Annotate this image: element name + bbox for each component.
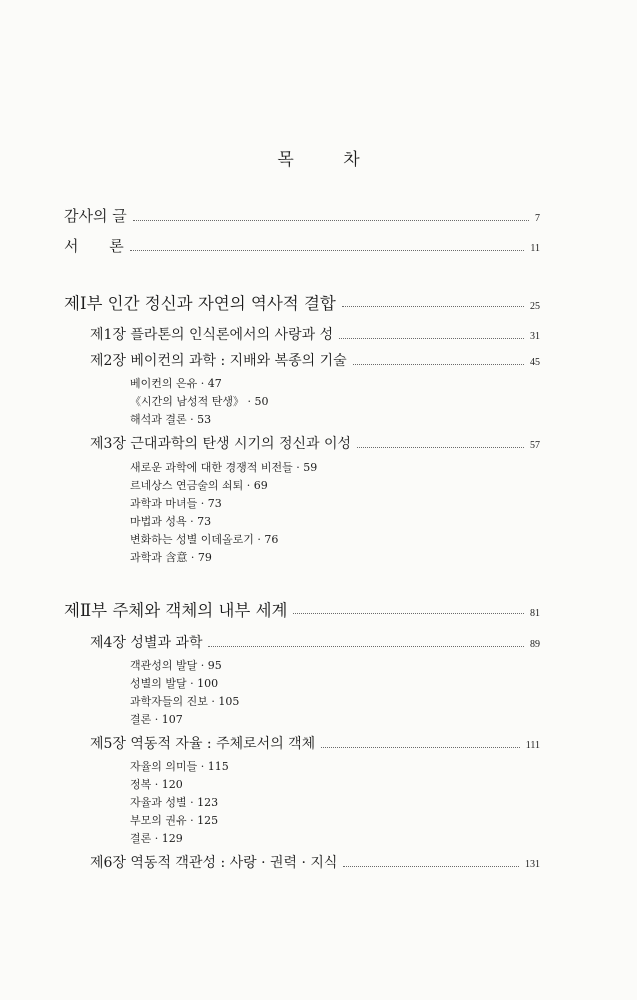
toc-chapter-5[interactable] (90, 733, 540, 753)
title-char-1: 목 (277, 150, 294, 170)
leader-dots (343, 865, 519, 867)
title-char-2: 차 (343, 150, 360, 170)
leader-dots (321, 746, 520, 748)
toc-page-number: 57 (530, 440, 540, 451)
toc-page-number: 131 (525, 859, 540, 870)
toc-part-1[interactable] (64, 290, 540, 314)
toc-entry-label: 감사의 글 (64, 207, 127, 225)
toc-section[interactable]: 자율의 의미들 · 115 (130, 760, 229, 773)
leader-dots (133, 219, 529, 221)
toc-section[interactable]: 정복 · 120 (130, 778, 183, 791)
leader-dots (130, 249, 525, 251)
toc-part-label: 제Ⅰ부 인간 정신과 자연의 역사적 결합 (64, 294, 336, 313)
toc-section[interactable]: 과학과 마녀들 · 73 (130, 497, 222, 510)
toc-section[interactable]: 베이컨의 은유 · 47 (130, 377, 222, 390)
leader-dots (208, 645, 524, 647)
toc-page-number: 31 (530, 331, 540, 342)
toc-section[interactable]: 부모의 권유 · 125 (130, 814, 219, 827)
toc-entry-introduction[interactable] (64, 235, 540, 256)
leader-dots (353, 363, 524, 365)
toc-chapter-3[interactable] (90, 433, 540, 453)
toc-chapter-6[interactable] (90, 852, 540, 872)
page-title (0, 145, 637, 170)
toc-entry-label: 서 론 (64, 237, 124, 255)
toc-chapter-label: 제4장 성별과 과학 (90, 635, 203, 651)
toc-page-number: 7 (535, 213, 540, 224)
toc-chapter-label: 제3장 근대과학의 탄생 시기의 정신과 이성 (90, 436, 352, 452)
leader-dots (339, 337, 524, 339)
toc-section[interactable]: 해석과 결론 · 53 (130, 413, 212, 426)
toc-chapter-label: 제1장 플라톤의 인식론에서의 사랑과 성 (90, 327, 334, 343)
toc-chapter-label: 제2장 베이컨의 과학 : 지배와 복종의 기술 (90, 353, 347, 369)
toc-section[interactable]: 객관성의 발달 · 95 (130, 659, 222, 672)
toc-chapter-2[interactable] (90, 350, 540, 370)
toc-page-number: 25 (530, 301, 540, 312)
toc-section[interactable]: 과학자들의 진보 · 105 (130, 695, 240, 708)
leader-dots (293, 612, 524, 614)
toc-section[interactable]: 자율과 성별 · 123 (130, 796, 219, 809)
toc-page-number: 81 (530, 608, 540, 619)
toc-page-number: 11 (530, 243, 540, 254)
toc-section[interactable]: 성별의 발달 · 100 (130, 677, 219, 690)
toc-section[interactable]: 새로운 과학에 대한 경쟁적 비전들 · 59 (130, 461, 318, 474)
toc-chapter-label: 제6장 역동적 객관성 : 사랑 · 권력 · 지식 (90, 855, 338, 871)
toc-section[interactable]: 마법과 성욕 · 73 (130, 515, 212, 528)
toc-part-2[interactable] (64, 597, 540, 621)
toc-chapter-4[interactable] (90, 632, 540, 652)
toc-chapter-1[interactable] (90, 324, 540, 344)
toc-part-label: 제Ⅱ부 주체와 객체의 내부 세계 (64, 601, 288, 620)
leader-dots (342, 305, 524, 307)
toc-section[interactable]: 르네상스 연금술의 쇠퇴 · 69 (130, 479, 268, 492)
toc-section[interactable]: 결론 · 107 (130, 713, 183, 726)
toc-section[interactable]: 과학과 含意 · 79 (130, 551, 212, 564)
leader-dots (357, 446, 524, 448)
toc-page-number: 45 (530, 357, 540, 368)
toc-chapter-label: 제5장 역동적 자율 : 주체로서의 객체 (90, 736, 316, 752)
toc-section[interactable]: 변화하는 성별 이데올로기 · 76 (130, 533, 279, 546)
toc-section[interactable]: 결론 · 129 (130, 832, 183, 845)
toc-entry-acknowledgements[interactable] (64, 205, 540, 226)
toc-page-number: 89 (530, 639, 540, 650)
toc-section[interactable]: 《시간의 남성적 탄생》 · 50 (130, 395, 269, 408)
toc-page-number: 111 (525, 740, 540, 751)
